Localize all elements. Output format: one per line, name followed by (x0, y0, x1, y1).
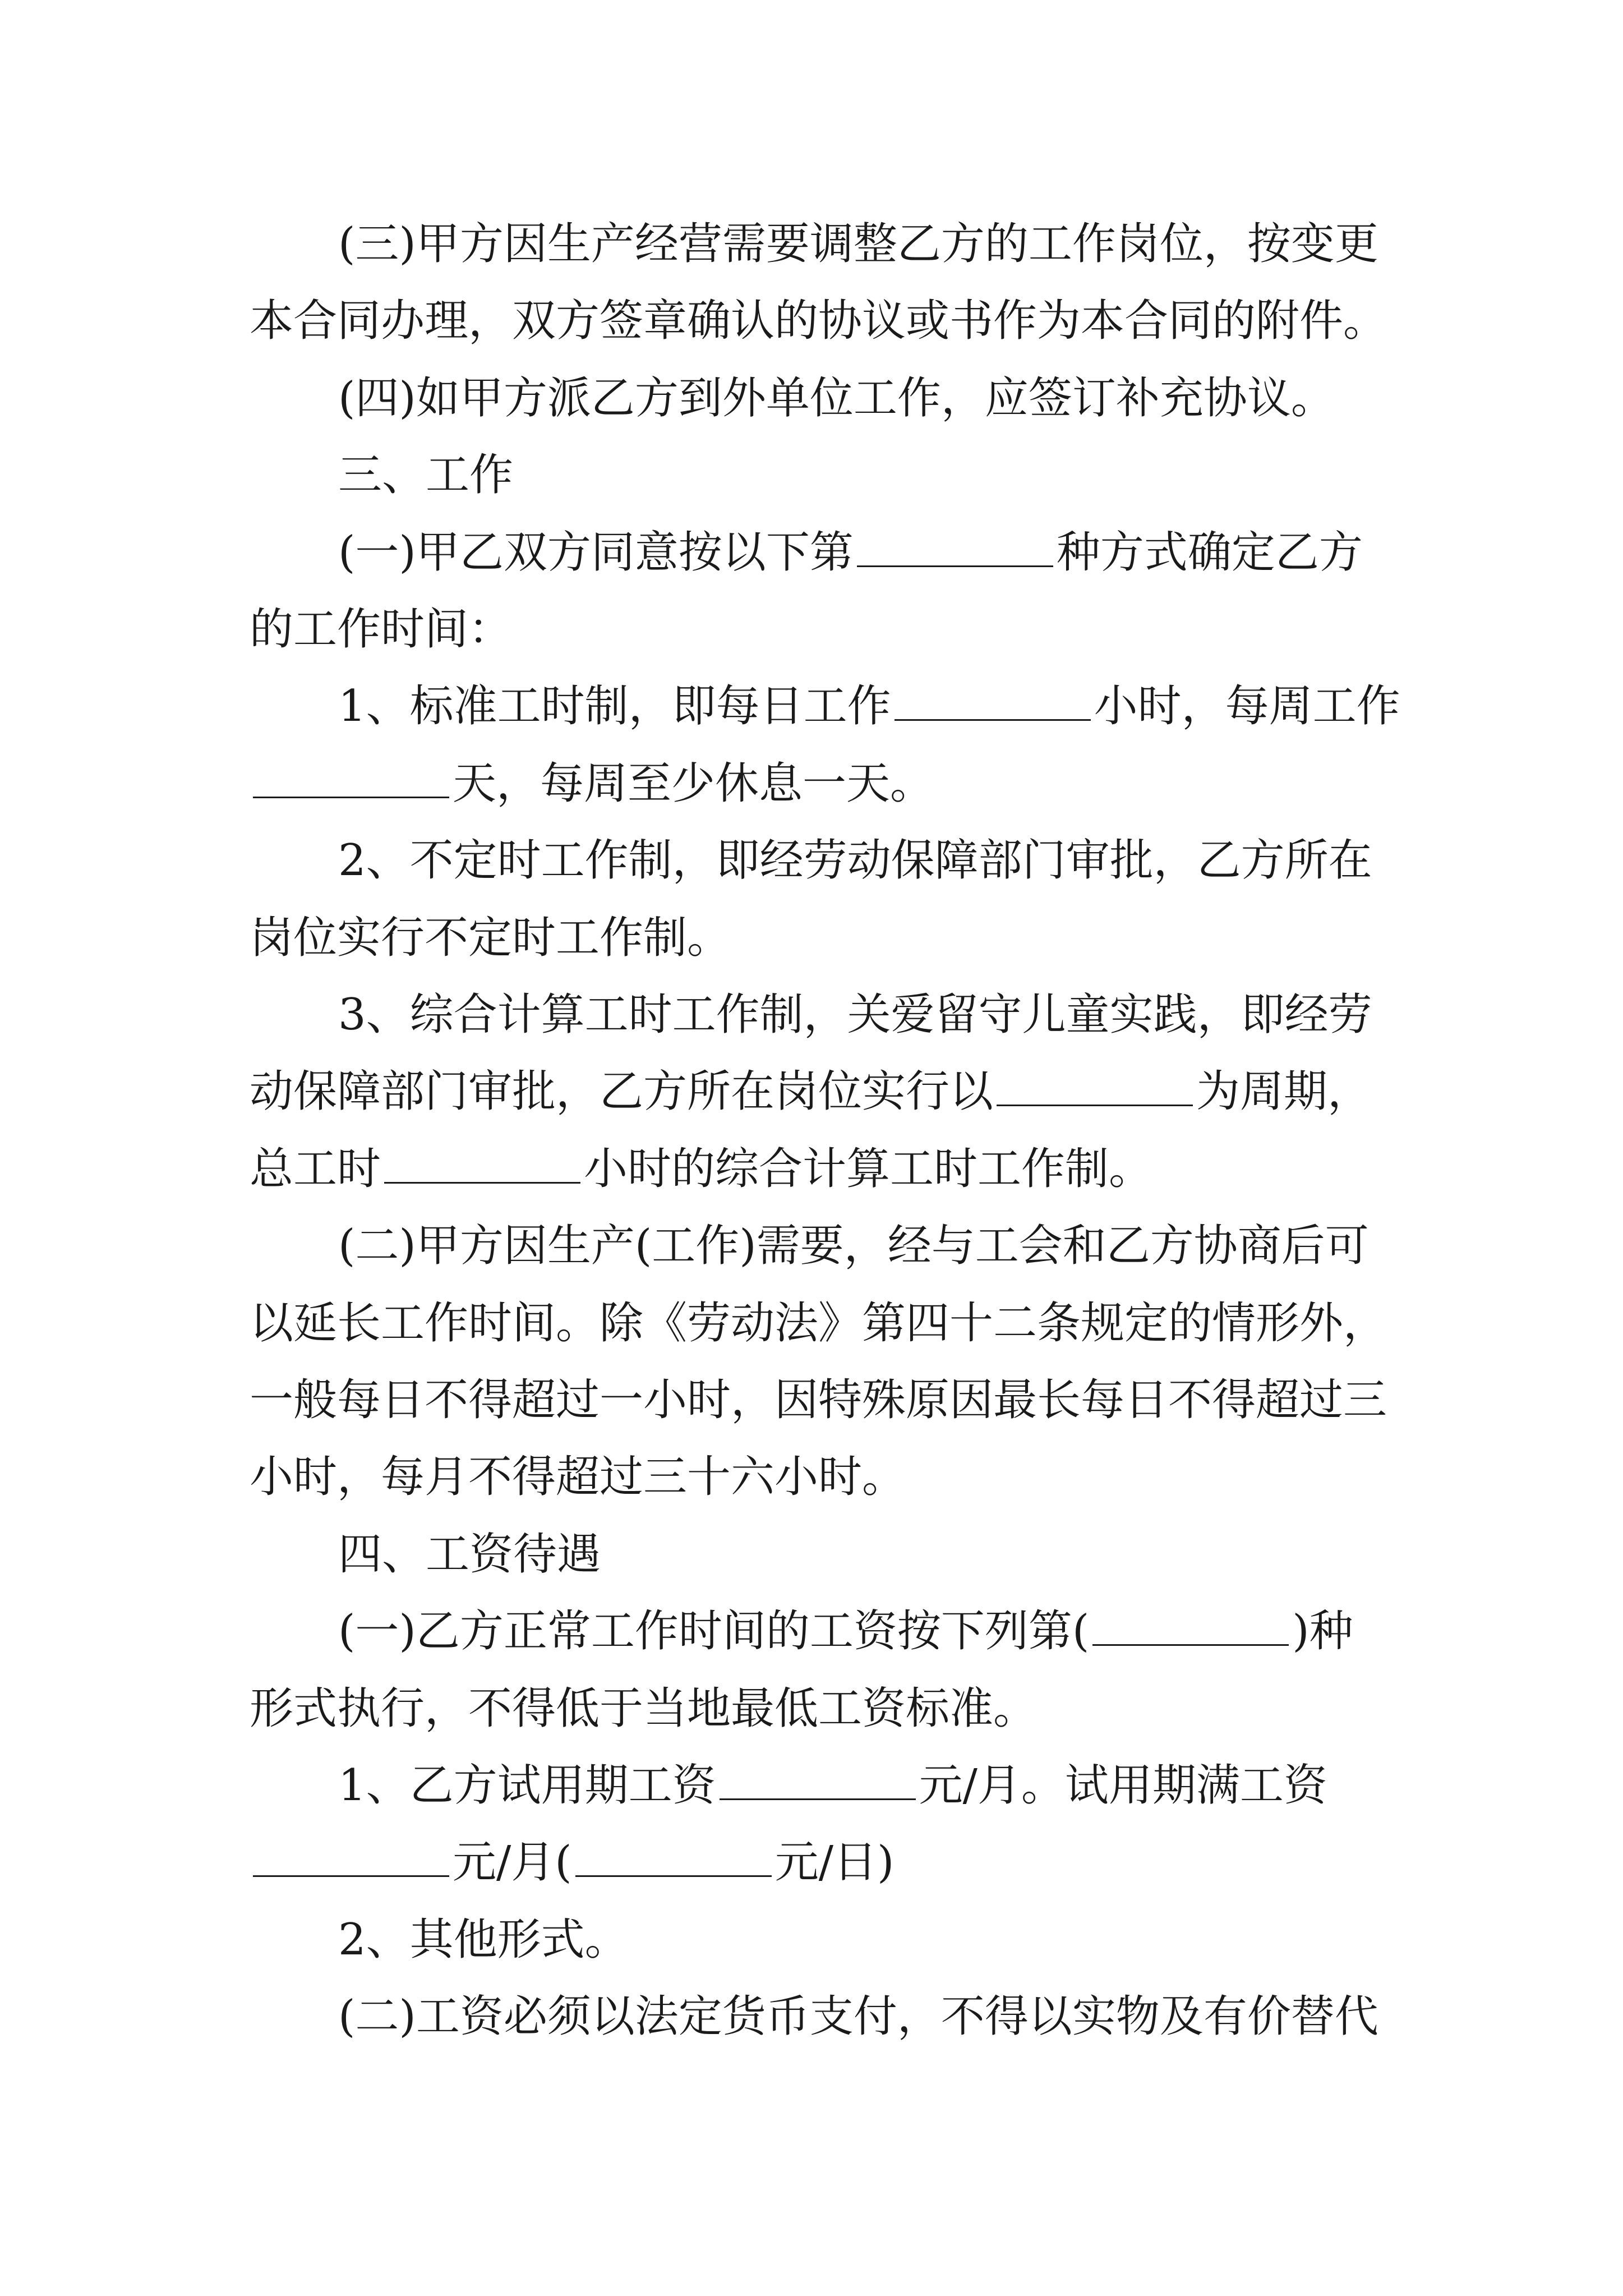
text-segment: 小时，每月不得超过三十六小时。 (250, 1452, 906, 1503)
body-text-line (0, 1133, 1623, 1205)
text-segment: 元/日) (774, 1837, 895, 1888)
body-text-line (0, 516, 1623, 589)
text-segment: 2、其他形式。 (338, 1914, 629, 1965)
text-segment: 的工作时间： (250, 604, 513, 655)
text-segment: )种 (1292, 1606, 1353, 1657)
text-segment: 三、工作 (338, 450, 514, 501)
text-segment: 种方式确定乙方 (1056, 527, 1363, 578)
body-text-line (0, 1749, 1623, 1822)
body-text-line (0, 1364, 1623, 1437)
fill-in-blank (997, 1071, 1193, 1106)
body-text-line (0, 1826, 1623, 1899)
body-text-line (0, 1209, 1623, 1282)
text-segment: (二)工资必须以法定货币支付，不得以实物及有价替代 (338, 1991, 1378, 2042)
text-segment: 一般每日不得超过一小时，因特殊原因最长每日不得超过三 (250, 1375, 1387, 1425)
fill-in-blank (1092, 1611, 1289, 1646)
text-segment: (四)如甲方派乙方到外单位工作，应签订补充协议。 (338, 372, 1335, 424)
text-segment: 岗位实行不定时工作制。 (250, 912, 731, 963)
body-text-line (0, 747, 1623, 820)
body-text-line (0, 439, 1623, 512)
body-text-line (0, 1518, 1623, 1591)
fill-in-blank (253, 1842, 449, 1877)
text-segment: 2、不定时工作制，即经劳动保障部门审批，乙方所在 (338, 835, 1372, 886)
body-text-line (0, 1441, 1623, 1513)
text-segment: 天，每周至少休息一天。 (453, 758, 934, 809)
text-segment: 元/月( (453, 1837, 572, 1888)
text-segment: 1、乙方试用期工资 (338, 1760, 716, 1811)
body-text-line (0, 978, 1623, 1051)
text-segment: 1、标准工时制，即每日工作 (338, 681, 891, 732)
fill-in-blank (253, 763, 449, 798)
text-segment: (二)甲方因生产(工作)需要，经与工会和乙方协商后可 (338, 1221, 1369, 1272)
text-segment: 小时，每周工作 (1094, 681, 1400, 732)
text-segment: 总工时 (250, 1143, 381, 1194)
body-text-line (0, 1672, 1623, 1745)
body-text-line (0, 670, 1623, 743)
body-text-line (0, 901, 1623, 974)
body-text-line (0, 1055, 1623, 1128)
text-segment: (一)甲乙双方同意按以下第 (338, 527, 854, 578)
body-text-line (0, 362, 1623, 435)
body-text-line (0, 1287, 1623, 1360)
text-segment: (一)乙方正常工作时间的工资按下列第( (338, 1606, 1090, 1657)
body-text-line (0, 824, 1623, 897)
body-text-line (0, 1980, 1623, 2053)
fill-in-blank (857, 532, 1053, 567)
fill-in-blank (720, 1765, 916, 1800)
body-text-line (0, 284, 1623, 357)
fill-in-blank (895, 685, 1091, 721)
body-text-line (0, 593, 1623, 666)
body-text-line (0, 208, 1623, 280)
fill-in-blank (575, 1842, 772, 1877)
body-text-line (0, 1595, 1623, 1668)
text-segment: 小时的综合计算工时工作制。 (584, 1143, 1153, 1194)
text-segment: 形式执行，不得低于当地最低工资标准。 (250, 1683, 1038, 1734)
text-segment: 为周期， (1196, 1066, 1372, 1117)
text-segment: 动保障部门审批，乙方所在岗位实行以 (250, 1066, 994, 1117)
fill-in-blank (384, 1148, 580, 1184)
text-segment: 本合同办理，双方签章确认的协议或书作为本合同的附件。 (250, 296, 1387, 347)
body-text-line (0, 1903, 1623, 1976)
text-segment: (三)甲方因生产经营需要调整乙方的工作岗位，按变更 (338, 219, 1378, 269)
text-segment: 3、综合计算工时工作制，关爱留守儿童实践，即经劳 (338, 990, 1372, 1040)
text-segment: 元/月。试用期满工资 (919, 1760, 1327, 1811)
text-segment: 以延长工作时间。除《劳动法》第四十二条规定的情形外， (250, 1297, 1387, 1349)
text-segment: 四、工资待遇 (338, 1529, 601, 1580)
